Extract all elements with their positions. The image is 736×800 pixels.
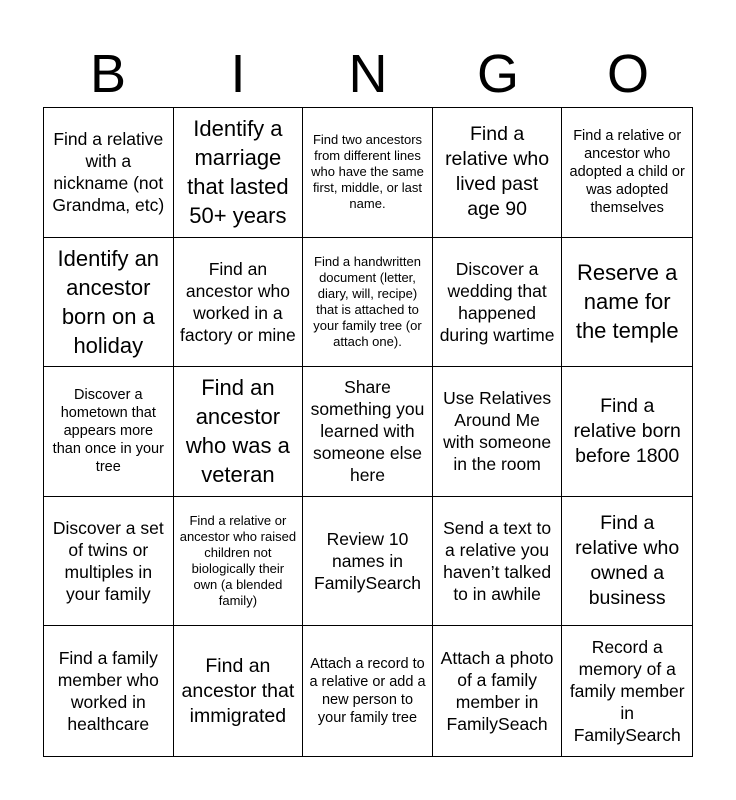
bingo-cell-text: Reserve a name for the temple (575, 260, 679, 344)
bingo-cell[interactable] (303, 108, 433, 238)
bingo-cell[interactable] (44, 238, 174, 368)
bingo-cell[interactable] (303, 238, 433, 368)
bingo-cell-text: Identify a marriage that lasted 50+ years (187, 116, 289, 229)
title-letter-i: I (230, 44, 246, 104)
bingo-cell-text: Share something you learned with someone else here (310, 377, 425, 486)
bingo-cell-text: Attach a photo of a family member in FamilySeach (440, 648, 554, 735)
bingo-cell-text: Find a relative who owned a business (575, 512, 680, 610)
bingo-cell-text: Discover a set of twins or multiples in your family (52, 518, 164, 605)
bingo-cell[interactable] (303, 497, 433, 627)
bingo-cell-text: Discover a hometown that appears more than once in your tree (52, 387, 164, 476)
bingo-cell[interactable] (44, 497, 174, 627)
bingo-cell[interactable] (562, 238, 692, 368)
bingo-cell-text: Find a handwritten document (letter, diary, will, recipe) that is attached to your family tree (or attach one). (313, 253, 422, 349)
bingo-cell[interactable] (303, 626, 433, 756)
bingo-title (43, 44, 693, 104)
bingo-cell[interactable] (433, 497, 563, 627)
title-letter-b: B (89, 44, 127, 104)
bingo-cell[interactable] (562, 626, 692, 756)
bingo-cell-text: Find an ancestor who worked in a factory or mine (180, 258, 296, 345)
bingo-cell-text: Find an ancestor that immigrated (181, 654, 295, 727)
bingo-cell-text: Find a relative or ancestor who adopted a child or was adopted themselves (569, 128, 685, 217)
bingo-cell[interactable] (174, 108, 304, 238)
bingo-cell[interactable] (562, 367, 692, 497)
bingo-cell[interactable] (174, 238, 304, 368)
bingo-cell-text: Find a relative or ancestor who raised children not biologically their own (a blended family) (179, 513, 297, 609)
bingo-cell-text: Use Relatives Around Me with someone in the room (443, 388, 552, 475)
title-letter-o: O (606, 44, 649, 104)
title-letter-n: N (348, 44, 388, 104)
bingo-cell-text: Discover a wedding that happened during wartime (439, 258, 555, 345)
bingo-cell-text: Find two ancestors from different lines who have the same first, middle, or last name. (311, 132, 424, 212)
bingo-cell[interactable] (44, 367, 174, 497)
bingo-grid (43, 107, 693, 757)
bingo-cell-text: Attach a record to a relative or add a new person to your family tree (309, 656, 426, 727)
bingo-cell[interactable] (433, 367, 563, 497)
bingo-cell[interactable] (433, 238, 563, 368)
bingo-cell[interactable] (433, 626, 563, 756)
bingo-cell[interactable] (174, 367, 304, 497)
bingo-cell-text: Find a relative who lived past age 90 (445, 123, 550, 221)
bingo-cell-text: Send a text to a relative you haven’t talked to in awhile (443, 518, 552, 605)
bingo-cell-text: Record a memory of a family member in FamilySearch (569, 637, 685, 746)
bingo-cell-text: Identify an ancestor born on a holiday (57, 245, 160, 358)
bingo-cell[interactable] (174, 626, 304, 756)
bingo-cell[interactable] (174, 497, 304, 627)
bingo-cell-text: Find a relative with a nickname (not Grandma, etc) (52, 129, 165, 216)
bingo-cell-text: Find an ancestor who was a veteran (185, 375, 290, 488)
bingo-cell[interactable] (303, 367, 433, 497)
bingo-cell-text: Find a family member who worked in healthcare (57, 648, 159, 735)
title-letter-g: G (476, 44, 519, 104)
bingo-cell[interactable] (433, 108, 563, 238)
bingo-cell[interactable] (44, 626, 174, 756)
bingo-cell[interactable] (562, 497, 692, 627)
bingo-cell-text: Review 10 names in FamilySearch (314, 529, 421, 594)
bingo-cell[interactable] (44, 108, 174, 238)
bingo-cell[interactable] (562, 108, 692, 238)
bingo-cell-text: Find a relative born before 1800 (573, 394, 681, 467)
